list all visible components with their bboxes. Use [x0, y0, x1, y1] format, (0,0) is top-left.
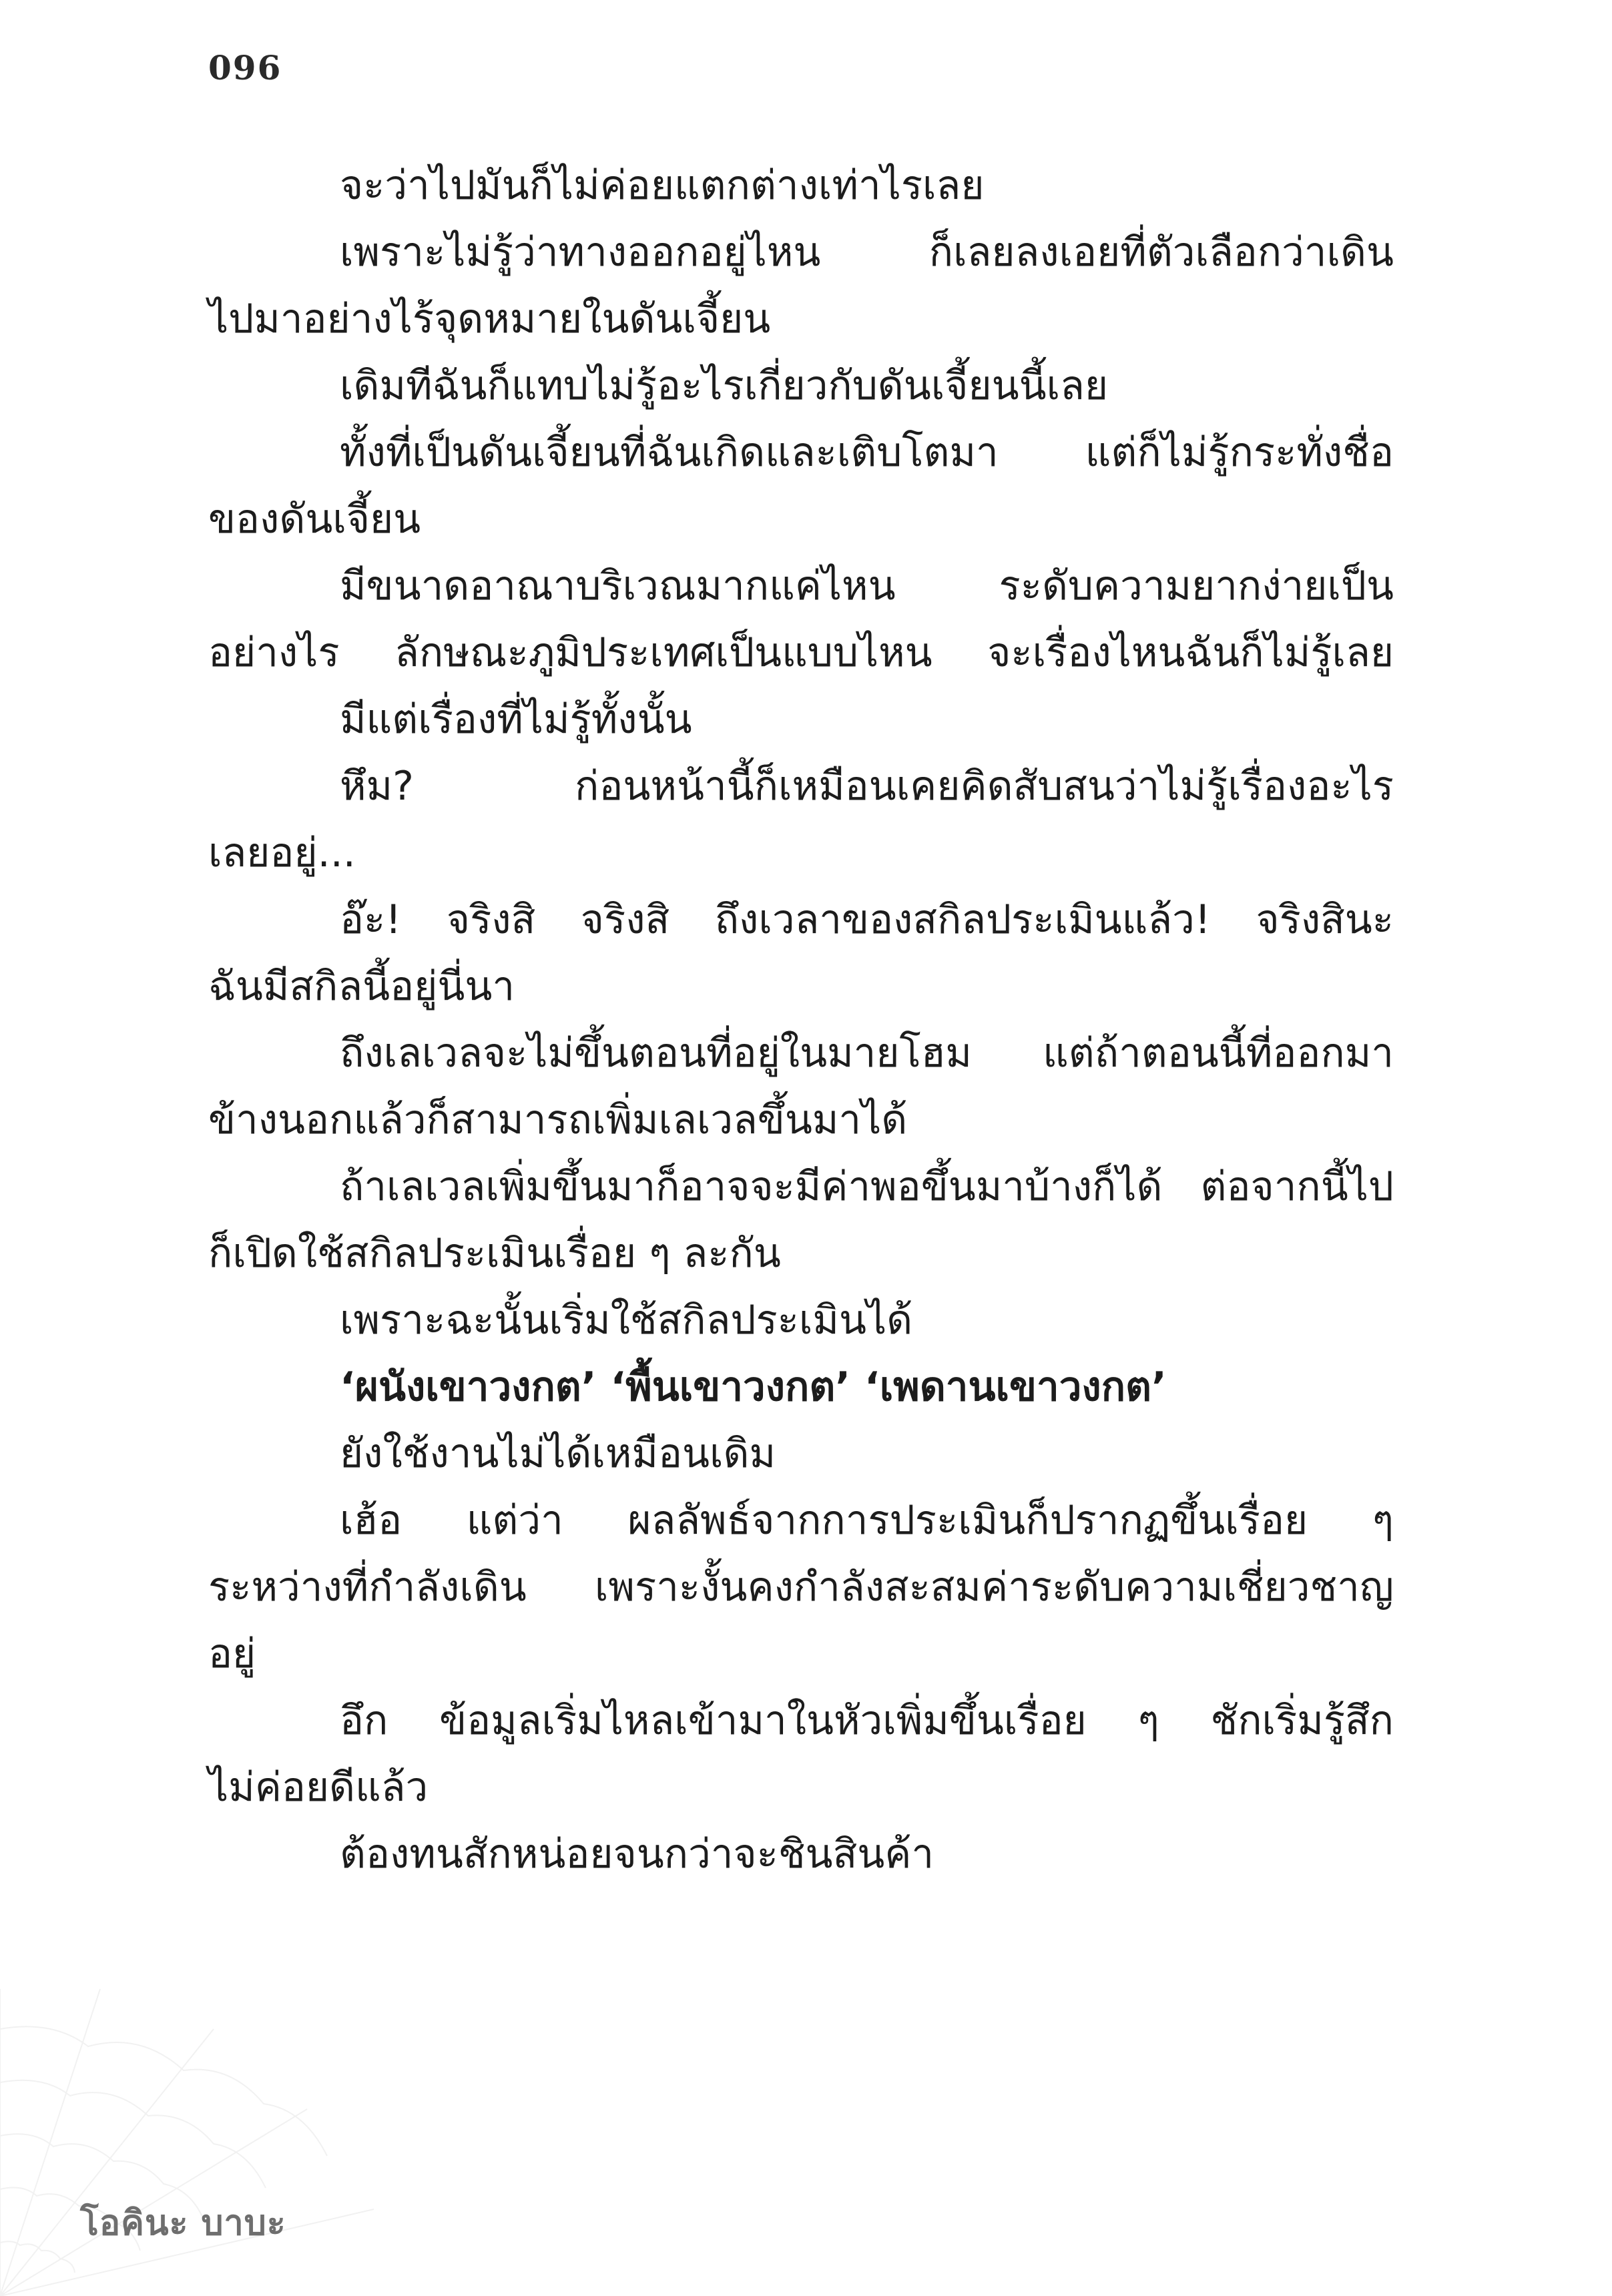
text-line: เพราะไม่รู้ว่าทางออกอยู่ไหน ก็เลยลงเอยที่ตัวเลือกว่าเดิน [340, 229, 1394, 276]
text-line: ยังใช้งานไม่ได้เหมือนเดิม [340, 1430, 776, 1477]
bold-text-line: ‘ผนังเขาวงกต’ ‘พื้นเขาวงกต’ ‘เพดานเขาวงกต’ [340, 1364, 1167, 1410]
text-line: เลยอยู่... [208, 830, 356, 876]
text-line: ต้องทนสักหน่อยจนกว่าจะชินสินค้า [340, 1831, 934, 1878]
text-line: อึก ข้อมูลเริ่มไหลเข้ามาในหัวเพิ่มขึ้นเรื่อย ๆ ชักเริ่มรู้สึก [340, 1697, 1394, 1744]
footer-author: โอคินะ บาบะ [80, 2203, 286, 2243]
text-line: หึม? ก่อนหน้านี้ก็เหมือนเคยคิดสับสนว่าไม่รู้เรื่องอะไร [340, 763, 1394, 810]
text-line: ก็เปิดใช้สกิลประเมินเรื่อย ๆ ละกัน [208, 1230, 781, 1277]
text-line: ข้างนอกแล้วก็สามารถเพิ่มเลเวลขึ้นมาได้ [208, 1097, 908, 1143]
text-line: ของดันเจี้ยน [208, 496, 421, 543]
text-line: เพราะฉะนั้นเริ่มใช้สกิลประเมินได้ [340, 1297, 913, 1344]
text-line: เฮ้อ แต่ว่า ผลลัพธ์จากการประเมินก็ปรากฏขึ้นเรื่อย ๆ [340, 1497, 1394, 1544]
text-line: อย่างไร ลักษณะภูมิประเทศเป็นแบบไหน จะเรื่องไหนฉันก็ไม่รู้เลย [208, 629, 1394, 676]
text-line: ระหว่างที่กำลังเดิน เพราะงั้นคงกำลังสะสมค่าระดับความเชี่ยวชาญ [208, 1564, 1394, 1611]
text-line: ถ้าเลเวลเพิ่มขึ้นมาก็อาจจะมีค่าพอขึ้นมาบ้างก็ได้ ต่อจากนี้ไป [340, 1163, 1394, 1210]
page-number: 096 [208, 48, 282, 87]
text-line: มีขนาดอาณาบริเวณมากแค่ไหน ระดับความยากง่ายเป็น [340, 563, 1394, 609]
text-line: จะว่าไปมันก็ไม่ค่อยแตกต่างเท่าไรเลย [340, 162, 985, 209]
text-line: มีแต่เรื่องที่ไม่รู้ทั้งนั้น [340, 696, 692, 743]
text-line: เดิมทีฉันก็แทบไม่รู้อะไรเกี่ยวกับดันเจี้ยนนี้เลย [340, 362, 1109, 409]
text-line: อ๊ะ! จริงสิ จริงสิ ถึงเวลาของสกิลประเมินแล้ว! จริงสินะ [340, 896, 1394, 943]
text-line: ไม่ค่อยดีแล้ว [208, 1764, 429, 1811]
text-line: ฉันมีสกิลนี้อยู่นี่นา [208, 963, 515, 1010]
text-line: อยู่ [208, 1631, 256, 1677]
text-line: ถึงเลเวลจะไม่ขึ้นตอนที่อยู่ในมายโฮม แต่ถ้าตอนนี้ที่ออกมา [340, 1030, 1394, 1077]
spider-web-icon [0, 1989, 374, 2296]
text-line: ทั้งที่เป็นดันเจี้ยนที่ฉันเกิดและเติบโตมา แต่ก็ไม่รู้กระทั่งชื่อ [340, 429, 1394, 476]
text-line: ไปมาอย่างไร้จุดหมายในดันเจี้ยน [208, 296, 771, 342]
